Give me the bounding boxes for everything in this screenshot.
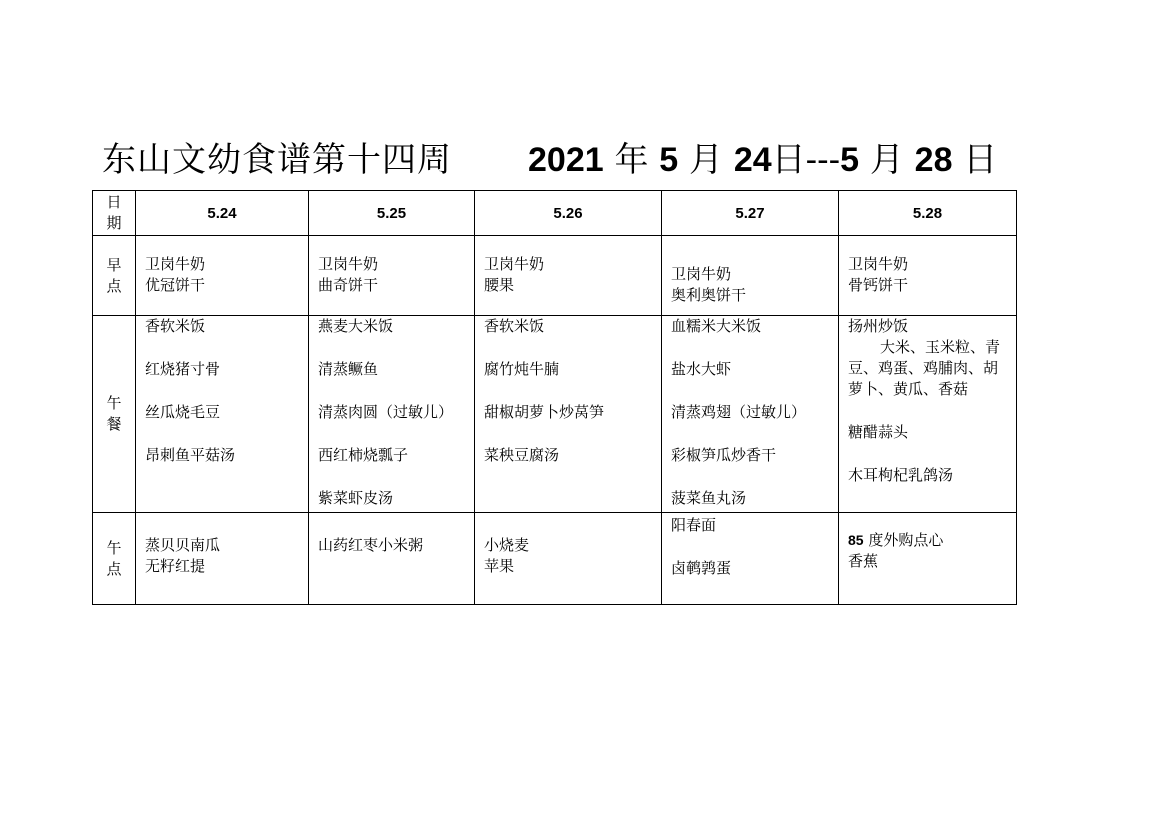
lunch-cell (475, 316, 662, 513)
snack-cell (309, 513, 475, 605)
menu-item: 昂刺鱼平菇汤 (145, 446, 236, 464)
menu-item: 糖醋蒜头 (848, 423, 909, 441)
snack-cell (475, 513, 662, 605)
menu-item: 清蒸肉圆（过敏儿） (318, 403, 454, 421)
snack-row-label: 午 点 (93, 513, 136, 605)
snack-cell (839, 513, 1017, 605)
date-year-char: 年 (614, 140, 649, 180)
breakfast-cell (475, 236, 662, 316)
menu-item: 木耳枸杞乳鸽汤 (848, 466, 954, 484)
menu-item: 西红柿烧瓢子 (318, 446, 409, 464)
menu-item: 香蕉 (848, 552, 879, 570)
menu-item: 菜秧豆腐汤 (484, 446, 560, 464)
day-header: 5.28 (839, 191, 1017, 236)
menu-item: 卤鹌鹑蛋 (671, 559, 732, 577)
menu-item: 山药红枣小米粥 (318, 536, 424, 554)
menu-item: 小烧麦 (484, 536, 530, 554)
title-date-range (528, 132, 997, 181)
menu-item: 蒸贝贝南瓜 (145, 536, 221, 554)
breakfast-row-label: 早 点 (93, 236, 136, 316)
menu-item: 腐竹炖牛腩 (484, 360, 560, 378)
date-day-char-end: 日 (963, 140, 998, 180)
menu-title (102, 132, 997, 182)
menu-item: 扬州炒饭 (848, 317, 909, 335)
menu-item: 奥利奥饼干 (671, 286, 747, 304)
day-header: 5.24 (136, 191, 309, 236)
menu-item: 香软米饭 (484, 317, 545, 335)
snack-cell (662, 513, 839, 605)
menu-item: 彩椒笋瓜炒香干 (671, 446, 777, 464)
day-header: 5.27 (662, 191, 839, 236)
menu-item: 卫岗牛奶 (318, 255, 379, 273)
date-month-end: 5 (840, 141, 860, 179)
menu-item: 清蒸鸡翅（过敏儿） (671, 403, 807, 421)
menu-item: 卫岗牛奶 (145, 255, 206, 273)
breakfast-row (93, 236, 1017, 316)
breakfast-cell (136, 236, 309, 316)
menu-item: 红烧猪寸骨 (145, 360, 221, 378)
breakfast-cell (662, 236, 839, 316)
breakfast-cell (309, 236, 475, 316)
menu-item: 菠菜鱼丸汤 (671, 489, 747, 507)
day-header: 5.26 (475, 191, 662, 236)
weekly-menu-table (92, 190, 1017, 605)
lunch-row (93, 316, 1017, 513)
menu-item: 无籽红提 (145, 557, 206, 575)
menu-item: 苹果 (484, 557, 515, 575)
date-row-label: 日 期 (93, 191, 136, 236)
date-year: 2021 (528, 141, 604, 179)
menu-item: 血糯米大米饭 (671, 317, 762, 335)
menu-item: 卫岗牛奶 (671, 265, 732, 283)
menu-item: 阳春面 (671, 516, 717, 534)
menu-item: 香软米饭 (145, 317, 206, 335)
lunch-cell (309, 316, 475, 513)
menu-item: 燕麦大米饭 (318, 317, 394, 335)
menu-item: 曲奇饼干 (318, 276, 379, 294)
lunch-row-label: 午 餐 (93, 316, 136, 513)
menu-item: 盐水大虾 (671, 360, 732, 378)
menu-item: 85 度外购点心 (848, 531, 944, 549)
date-month-start: 5 (659, 141, 679, 179)
date-month-char-start: 月 (689, 140, 723, 180)
menu-item: 卫岗牛奶 (848, 255, 909, 273)
menu-item: 卫岗牛奶 (484, 255, 545, 273)
title-name: 东山文幼食谱第十四周 (102, 140, 452, 180)
date-day-start: 24 (733, 141, 772, 179)
date-month-char-end: 月 (869, 140, 904, 180)
date-header-row (93, 191, 1017, 236)
menu-item: 甜椒胡萝卜炒莴笋 (484, 403, 605, 421)
menu-item: 腰果 (484, 276, 515, 294)
lunch-cell (136, 316, 309, 513)
menu-item: 清蒸鳜鱼 (318, 360, 379, 378)
lunch-cell (839, 316, 1017, 513)
menu-item: 优冠饼干 (145, 276, 206, 294)
menu-item: 骨钙饼干 (848, 276, 909, 294)
day-header: 5.25 (309, 191, 475, 236)
menu-item: 紫菜虾皮汤 (318, 489, 394, 507)
afternoon-snack-row (93, 513, 1017, 605)
date-day-end: 28 (914, 141, 953, 179)
lunch-cell (662, 316, 839, 513)
snack-cell (136, 513, 309, 605)
menu-item: 丝瓜烧毛豆 (145, 403, 221, 421)
date-separator: 日--- (771, 140, 841, 180)
menu-item-ingredients: 大米、玉米粒、青豆、鸡蛋、鸡脯肉、胡萝卜、黄瓜、香菇 (848, 338, 1001, 398)
breakfast-cell (839, 236, 1017, 316)
